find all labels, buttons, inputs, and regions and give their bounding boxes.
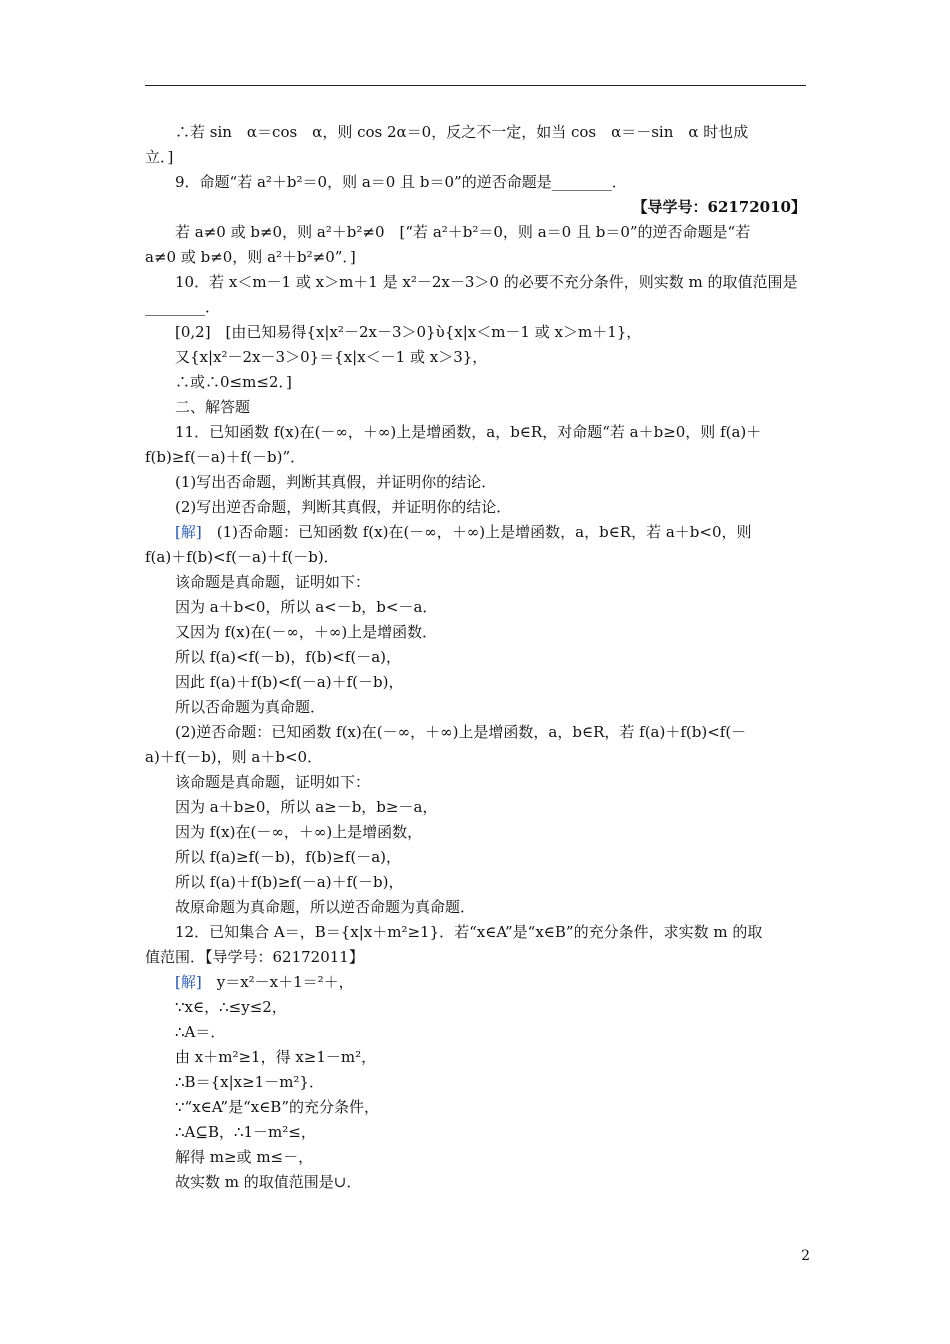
- text-line: (1)写出否命题，判断其真假，并证明你的结论．: [175, 473, 497, 491]
- text-line: 立．]: [145, 148, 174, 166]
- solution-text: (1)否命题：已知函数 f(x)在(－∞，＋∞)上是增函数，a，b∈R，若 a＋b<0，则: [201, 523, 752, 541]
- text-line: 所以否命题为真命题．: [175, 698, 326, 716]
- text-line: (2)写出逆否命题，判断其真假，并证明你的结论．: [175, 498, 512, 516]
- text-line: 又因为 f(x)在(－∞，＋∞)上是增函数．: [175, 623, 438, 641]
- text-line: 故原命题为真命题，所以逆否命题为真命题．: [175, 898, 476, 916]
- text-line: 又{x|x²－2x－3＞0}＝{x|x＜－1 或 x＞3}，: [175, 348, 488, 366]
- text-line: [145, 970, 806, 995]
- solution-text: y＝x²－x＋1＝²＋，: [201, 973, 354, 991]
- text-line: 该命题是真命题，证明如下：: [175, 573, 371, 591]
- text-line: f(a)＋f(b)<f(－a)＋f(－b)．: [145, 548, 339, 566]
- text-line: 因此 f(a)＋f(b)<f(－a)＋f(－b)，: [175, 673, 404, 691]
- text-line: ∵“x∈A”是“x∈B”的充分条件，: [175, 1098, 379, 1116]
- text-line: [0,2] [由已知易得{x|x²－2x－3＞0}ὺ{x|x＜m－1 或 x＞m＋1}，: [175, 323, 642, 341]
- header-rule: [145, 85, 806, 86]
- text-line: 11．已知函数 f(x)在(－∞，＋∞)上是增函数，a，b∈R，对命题“若 a＋b≥0，则 f(a)＋: [175, 423, 762, 441]
- text-line: ∴A⊆B，∴1－m²≤，: [175, 1123, 316, 1141]
- text-line: 由 x＋m²≥1，得 x≥1－m²，: [175, 1048, 377, 1066]
- text-line: 12．已知集合 A＝，B＝{x|x＋m²≥1}．若“x∈A”是“x∈B”的充分条件，求实数 m 的取: [175, 923, 763, 941]
- document-body: [145, 120, 806, 1195]
- text-line: a≠0 或 b≠0，则 a²＋b²≠0”．]: [145, 248, 356, 266]
- text-line: ∵x∈，∴≤y≤2，: [175, 998, 287, 1016]
- text-line: 9．命题“若 a²＋b²＝0，则 a＝0 且 b＝0”的逆否命题是________．: [175, 173, 627, 191]
- text-line: 解得 m≥或 m≤－，: [175, 1148, 314, 1166]
- text-line: 因为 f(x)在(－∞，＋∞)上是增函数，: [175, 823, 423, 841]
- text-line: ∴或∴0≤m≤2．]: [175, 373, 292, 391]
- text-line: 因为 a＋b<0，所以 a<－b，b<－a．: [175, 598, 438, 616]
- reference-number: 【导学号：62172010】: [632, 198, 806, 216]
- text-line: 二、解答题: [175, 398, 251, 416]
- text-line: 该命题是真命题，证明如下：: [175, 773, 371, 791]
- text-line: (2)逆否命题：已知函数 f(x)在(－∞，＋∞)上是增函数，a，b∈R，若 f(a)＋f(b)<f(－: [175, 723, 747, 741]
- page-number: 2: [801, 1248, 810, 1264]
- text-line: ________．: [145, 298, 221, 316]
- text-line: 所以 f(a)≥f(－b)，f(b)≥f(－a)，: [175, 848, 402, 866]
- text-line: 若 a≠0 或 b≠0，则 a²＋b²≠0 [“若 a²＋b²＝0，则 a＝0 且 b＝0”的逆否命题是“若: [175, 223, 751, 241]
- text-line: 故实数 m 的取值范围是∪．: [175, 1173, 362, 1191]
- text-line: [145, 520, 806, 545]
- text-line: f(b)≥f(－a)＋f(－b)”．: [145, 448, 306, 466]
- solution-marker: [解]: [175, 973, 202, 991]
- text-line: 值范围．【导学号：62172011】: [145, 948, 364, 966]
- text-line: ∴若 sin α＝cos α，则 cos 2α＝0，反之不一定，如当 cos α＝－sin α 时也成: [175, 123, 749, 141]
- text-line: 10．若 x＜m－1 或 x＞m＋1 是 x²－2x－3＞0 的必要不充分条件，则实数 m 的取值范围是: [175, 273, 798, 291]
- text-line: 所以 f(a)<f(－b)，f(b)<f(－a)，: [175, 648, 402, 666]
- text-line: 因为 a＋b≥0，所以 a≥－b，b≥－a，: [175, 798, 438, 816]
- text-line: ∴A＝．: [175, 1023, 226, 1041]
- text-line: 所以 f(a)＋f(b)≥f(－a)＋f(－b)，: [175, 873, 404, 891]
- text-line: ∴B＝{x|x≥1－m²}．: [175, 1073, 324, 1091]
- text-line: a)＋f(－b)，则 a＋b<0．: [145, 748, 323, 766]
- solution-marker: [解]: [175, 523, 202, 541]
